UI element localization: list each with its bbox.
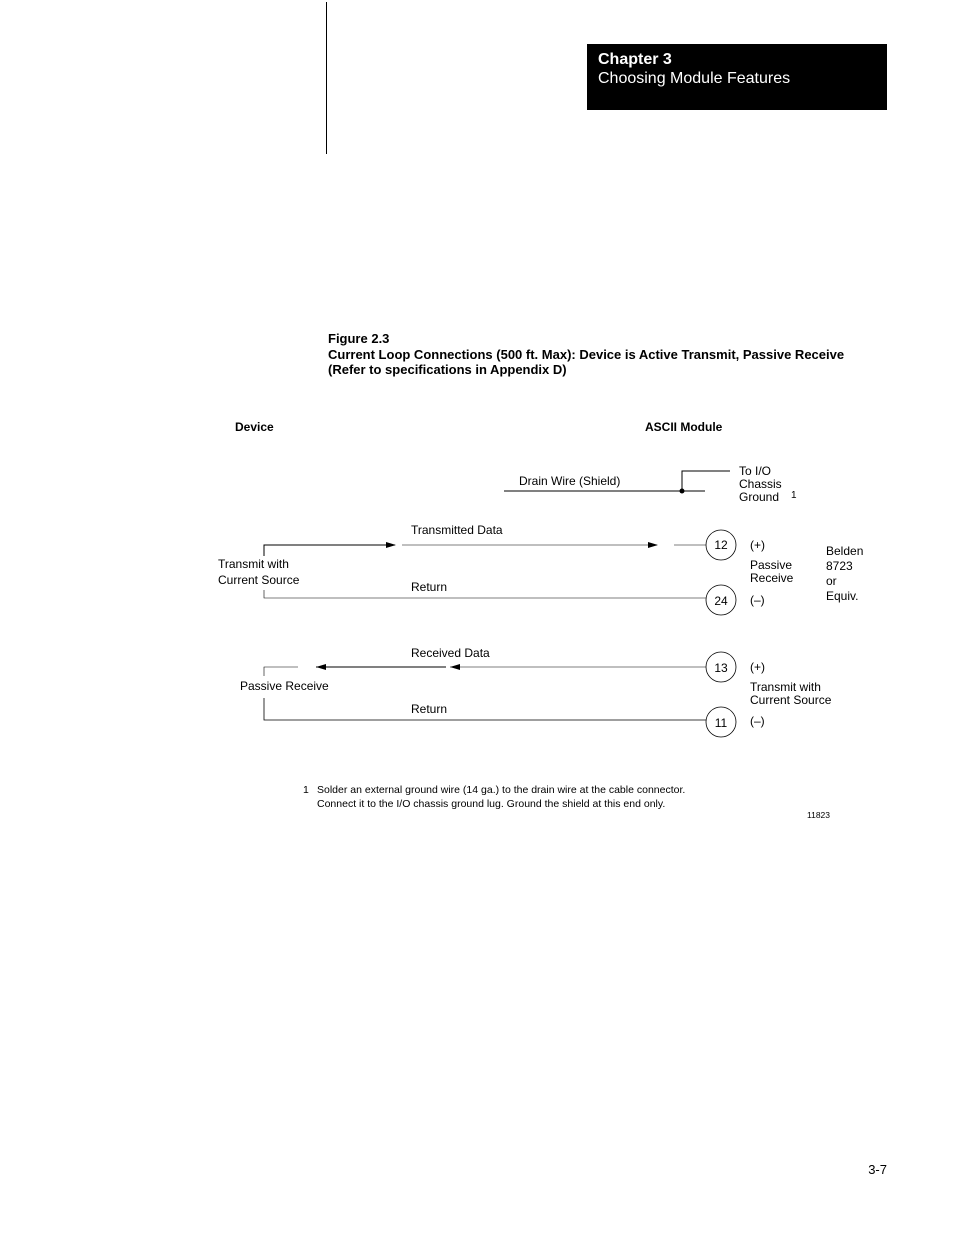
terminal-13-number: 13 (714, 661, 728, 675)
chapter-number: Chapter 3 (598, 51, 672, 68)
arrow-right-icon (648, 542, 658, 548)
arrow-right-icon (386, 542, 396, 548)
minus-sign: (–) (750, 593, 765, 607)
device-transmit-wire (264, 545, 395, 556)
chapter-title: Choosing Module Features (598, 70, 791, 87)
terminal-12-number: 12 (714, 538, 728, 552)
minus-sign: (–) (750, 714, 765, 728)
footnote-text: Solder an external ground wire (14 ga.) to the drain wire at the cable connector. Connect it to the I/O chassis ground lug. Ground the shield at this end only. (317, 784, 686, 810)
figure-subtitle: (Refer to specifications in Appendix D) (328, 362, 567, 377)
ground-label: To I/O Chassis Ground (739, 464, 782, 504)
plus-sign: (+) (750, 538, 765, 552)
module-transmit-label: Transmit with Current Source (750, 680, 832, 707)
transmitted-data-label: Transmitted Data (411, 523, 503, 537)
device-heading: Device (235, 420, 274, 434)
received-data-label: Received Data (411, 646, 490, 660)
return-label-2: Return (411, 702, 448, 716)
arrow-left-icon (316, 664, 326, 670)
return-wire-2 (264, 698, 706, 720)
figure-number: Figure 2.3 (328, 331, 390, 346)
footnote (303, 783, 723, 811)
device-receive-lead (264, 667, 298, 676)
terminal-11-number: 11 (714, 716, 728, 730)
ground-note-mark: 1 (791, 490, 797, 501)
plus-sign: (+) (750, 660, 765, 674)
return-label-1: Return (411, 580, 448, 594)
figure-title: Current Loop Connections (500 ft. Max): Device is Active Transmit, Passive Receive (328, 346, 845, 362)
module-receive-label: Passive Receive (750, 558, 794, 585)
cable-label: Belden 8723 or Equiv. (826, 544, 864, 603)
footnote-mark: 1 (303, 784, 309, 796)
junction-dot (680, 489, 685, 494)
page-number: 3-7 (868, 1162, 887, 1177)
device-transmit-label: Transmit with Current Source (218, 557, 300, 587)
drain-wire-label: Drain Wire (Shield) (519, 474, 621, 488)
device-receive-label: Passive Receive (240, 679, 329, 693)
terminal-24-number: 24 (714, 594, 728, 608)
ground-lead (682, 471, 730, 491)
arrow-left-icon (450, 664, 460, 670)
figure-id: 11823 (807, 810, 831, 820)
return-wire-1 (264, 590, 706, 598)
module-heading: ASCII Module (645, 420, 723, 434)
